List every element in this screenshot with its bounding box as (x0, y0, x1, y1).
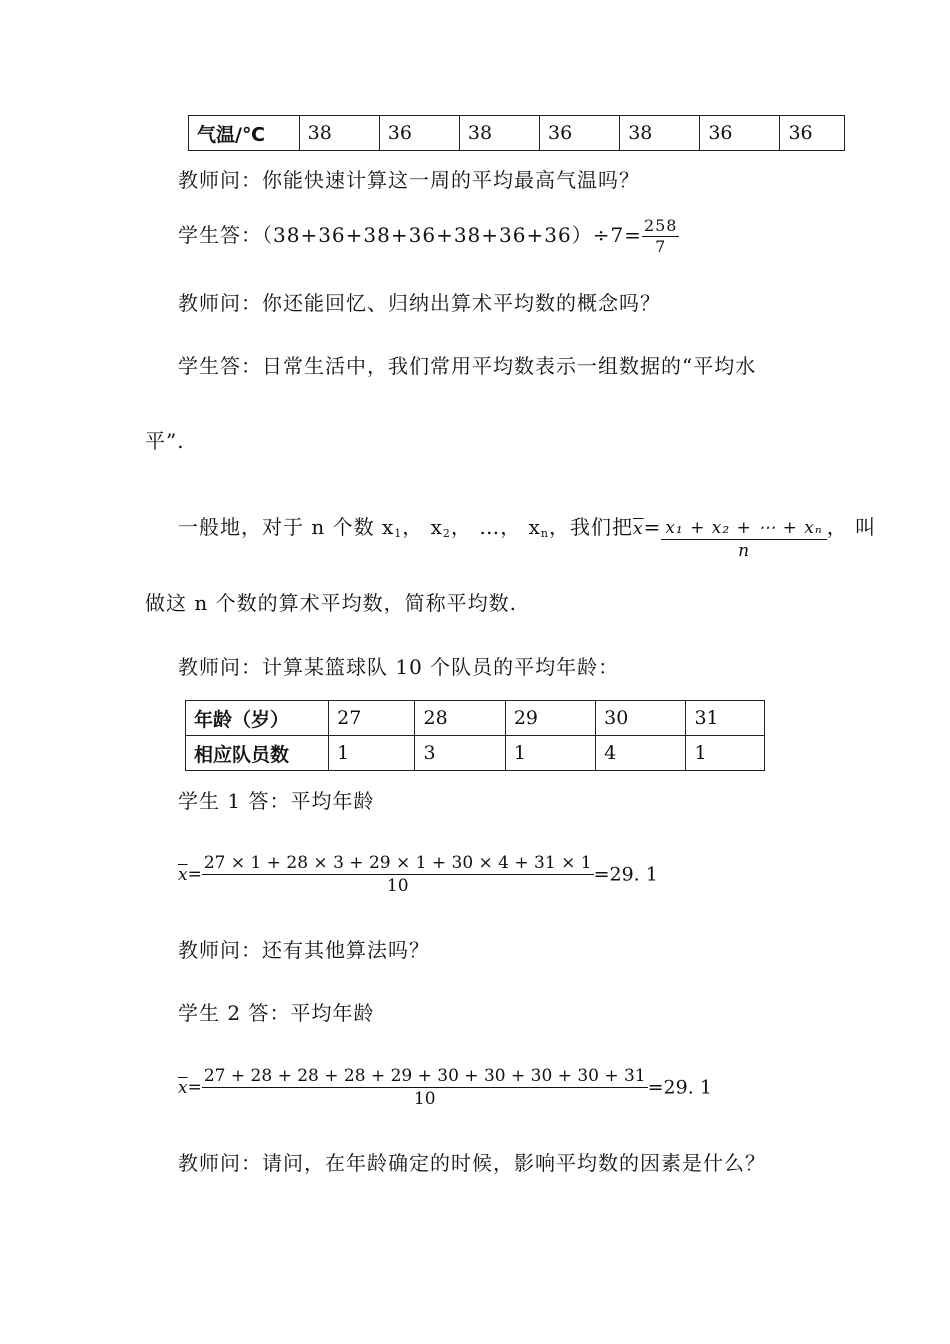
formula-1-fraction (202, 852, 594, 897)
formula-1-result: =29. 1 (593, 863, 658, 886)
fraction-denominator: 7 (655, 237, 667, 256)
student-answer-2-continued: 平”. (145, 429, 185, 453)
temp-value-cell: 38 (620, 116, 700, 151)
count-cell: 1 (505, 736, 595, 771)
fraction-numerator: 27 × 1 + 28 × 3 + 29 × 1 + 30 × 4 + 31 × 1 (203, 853, 592, 873)
equals-sign: = (643, 515, 662, 539)
age-cell: 30 (596, 701, 686, 736)
fraction-numerator: 27 + 28 + 28 + 28 + 29 + 30 + 30 + 30 + 30 + 31 (203, 1066, 646, 1086)
count-cell: 4 (596, 736, 686, 771)
table-row (186, 736, 765, 771)
age-cell: 28 (415, 701, 505, 736)
student-answer-2: 学生答：日常生活中，我们常用平均数表示一组数据的“平均水 (178, 354, 757, 378)
teacher-question-4: 教师问：还有其他算法吗？ (178, 938, 430, 962)
student-1-answer: 学生 1 答：平均年龄 (178, 789, 375, 813)
count-row-label: 相应队员数 (186, 736, 329, 771)
answer-1-expression: 学生答：（38+36+38+36+38+36+36）÷7= (178, 223, 642, 247)
fraction-numerator: x₁ + x₂ + ⋯ + xₙ (661, 517, 826, 540)
definition-text: ，我们把 (548, 515, 633, 539)
teacher-question-1: 教师问：你能快速计算这一周的平均最高气温吗？ (178, 168, 640, 192)
subscript: 1 (394, 527, 403, 540)
temp-label-cell: 气温/℃ (189, 116, 300, 151)
age-table (185, 700, 765, 771)
temp-value-cell: 36 (780, 116, 845, 151)
mean-symbol: $\overline{x}$ (632, 519, 644, 539)
table-row (186, 701, 765, 736)
equals-sign: = (187, 1077, 202, 1098)
fraction-denominator: 10 (386, 876, 409, 896)
formula-2-fraction (202, 1065, 648, 1110)
temp-value-cell: 38 (299, 116, 379, 151)
definition-line (178, 495, 876, 562)
fraction-numerator: 258 (643, 216, 678, 235)
equals-sign: = (187, 864, 202, 885)
temp-value-cell: 36 (700, 116, 780, 151)
temp-value-cell: 36 (540, 116, 620, 151)
temp-value-cell: 38 (459, 116, 539, 151)
definition-text: 一般地，对于 n 个数 x (178, 515, 395, 539)
definition-text: ， …， x (450, 515, 541, 539)
formula-2 (178, 1065, 712, 1110)
mean-formula-fraction (661, 517, 826, 562)
formula-2-result: =29. 1 (647, 1076, 712, 1099)
teacher-question-5: 教师问：请问，在年龄确定的时候，影响平均数的因素是什么？ (178, 1151, 766, 1175)
age-cell: 27 (329, 701, 415, 736)
temperature-table (188, 115, 845, 151)
subscript: n (540, 527, 549, 540)
teacher-question-3: 教师问：计算某篮球队 10 个队员的平均年龄： (178, 655, 620, 679)
fraction-denominator: n (738, 541, 751, 561)
age-cell: 31 (686, 701, 765, 736)
temp-value-cell: 36 (379, 116, 459, 151)
count-cell: 1 (329, 736, 415, 771)
age-row-label: 年龄（岁） (186, 701, 329, 736)
answer-1-fraction (642, 216, 680, 257)
definition-text: ， x (402, 515, 443, 539)
mean-symbol: $\overline{x}$ (178, 864, 188, 885)
subscript: 2 (442, 527, 451, 540)
student-answer-1 (178, 216, 679, 257)
teacher-question-2: 教师问：你还能回忆、归纳出算术平均数的概念吗？ (178, 291, 661, 315)
count-cell: 3 (415, 736, 505, 771)
definition-text: ， 叫 (826, 515, 877, 539)
mean-symbol: $\overline{x}$ (178, 1077, 188, 1098)
student-2-answer: 学生 2 答：平均年龄 (178, 1001, 375, 1025)
fraction-denominator: 10 (413, 1089, 436, 1109)
age-cell: 29 (505, 701, 595, 736)
table-row (189, 116, 845, 151)
definition-continued: 做这 n 个数的算术平均数，简称平均数. (145, 591, 517, 615)
count-cell: 1 (686, 736, 765, 771)
formula-1 (178, 852, 658, 897)
